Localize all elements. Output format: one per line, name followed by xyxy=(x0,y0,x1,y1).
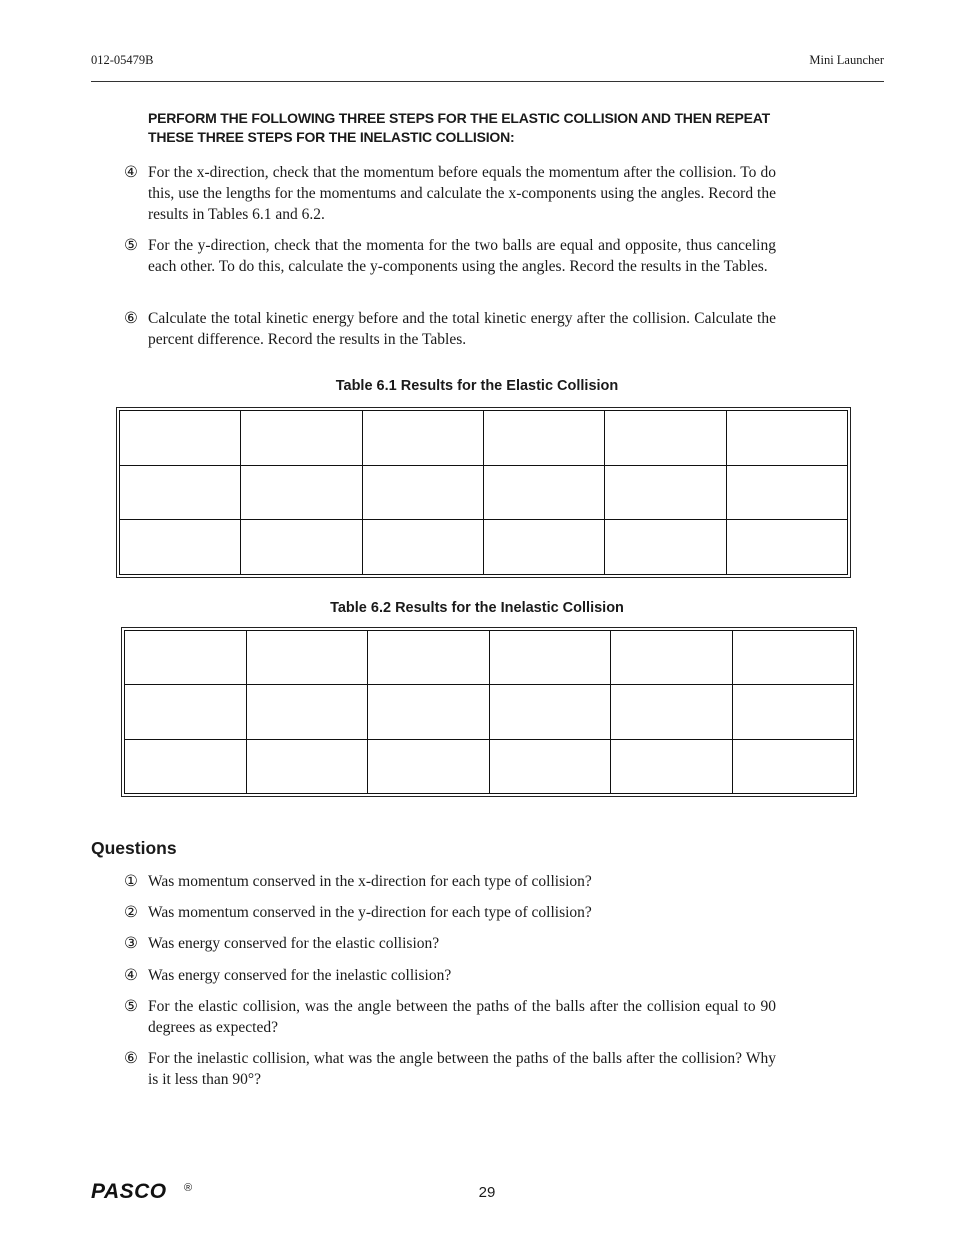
table-row xyxy=(125,739,854,793)
step-text: Calculate the total kinetic energy before and the total kinetic energy after the collision. Calculate the percent difference. Record the results in the Tables. xyxy=(148,310,776,348)
table-cell[interactable] xyxy=(726,520,847,575)
question-item xyxy=(124,996,784,1038)
table-cell[interactable] xyxy=(246,739,368,793)
table-cell[interactable] xyxy=(483,411,604,466)
step-item xyxy=(124,308,784,350)
inelastic-results-table xyxy=(121,627,857,797)
table-row xyxy=(120,465,848,520)
question-number: ④ xyxy=(124,967,138,984)
step-item xyxy=(124,235,784,298)
table-cell[interactable] xyxy=(241,465,362,520)
header-divider xyxy=(91,81,884,82)
table-cell[interactable] xyxy=(241,520,362,575)
question-item xyxy=(124,933,784,954)
table-caption-inelastic: Table 6.2 Results for the Inelastic Collision xyxy=(330,600,624,616)
table-cell[interactable] xyxy=(732,685,854,739)
table-cell[interactable] xyxy=(483,465,604,520)
question-text: Was energy conserved for the elastic collision? xyxy=(148,935,440,952)
table-cell[interactable] xyxy=(368,631,490,685)
table-cell[interactable] xyxy=(125,631,247,685)
table-cell[interactable] xyxy=(732,739,854,793)
table-cell[interactable] xyxy=(368,685,490,739)
table-cell[interactable] xyxy=(726,411,847,466)
table-cell[interactable] xyxy=(611,739,733,793)
step-text: For the x-direction, check that the momentum before equals the momentum after the collision. To do this, use the lengths for the momentums and calculate the x-components using the angles. Record the results in Tables 6.1 and 6.2. xyxy=(148,164,776,223)
table-cell[interactable] xyxy=(362,520,483,575)
table-cell[interactable] xyxy=(605,411,726,466)
question-number: ⑥ xyxy=(124,1050,138,1067)
table-cell[interactable] xyxy=(246,631,368,685)
table-cell[interactable] xyxy=(726,465,847,520)
inelastic-table-grid xyxy=(124,630,854,794)
questions-heading: Questions xyxy=(91,838,177,858)
question-text: For the elastic collision, was the angle between the paths of the balls after the collision equal to 90 degrees as expected? xyxy=(148,998,776,1036)
table-row xyxy=(120,520,848,575)
table-cell[interactable] xyxy=(362,411,483,466)
table-cell[interactable] xyxy=(120,520,241,575)
question-text: Was energy conserved for the inelastic collision? xyxy=(148,967,452,984)
question-text: Was momentum conserved in the y-direction for each type of collision? xyxy=(148,904,592,921)
table-row xyxy=(125,631,854,685)
instruction-text: PERFORM THE FOLLOWING THREE STEPS FOR THE ELASTIC COLLISION AND THEN REPEAT THESE THREE STEPS FOR THE INELASTIC COLLISION: xyxy=(148,110,771,145)
step-item xyxy=(124,162,784,225)
registered-mark: ® xyxy=(184,1182,193,1194)
question-text: For the inelastic collision, what was the angle between the paths of the balls after the collision? Why is it less than 90°? xyxy=(148,1050,776,1088)
elastic-results-table xyxy=(116,407,851,578)
elastic-table-grid xyxy=(119,410,848,575)
question-number: ② xyxy=(124,904,138,921)
table-cell[interactable] xyxy=(605,520,726,575)
question-text: Was momentum conserved in the x-direction for each type of collision? xyxy=(148,873,592,890)
table-cell[interactable] xyxy=(611,685,733,739)
page-number: 29 xyxy=(478,1184,496,1201)
step-text: For the y-direction, check that the momenta for the two balls are equal and opposite, thus canceling each other. To do this, calculate the y-components using the angles. Record the results in the Tables. xyxy=(148,237,776,275)
table-cell[interactable] xyxy=(483,520,604,575)
table-cell[interactable] xyxy=(489,631,611,685)
question-item xyxy=(124,902,784,923)
step-number: ⑤ xyxy=(124,237,138,254)
table-cell[interactable] xyxy=(605,465,726,520)
question-number: ① xyxy=(124,873,138,890)
table-cell[interactable] xyxy=(611,631,733,685)
table-cell[interactable] xyxy=(125,739,247,793)
question-item xyxy=(124,1048,784,1090)
question-item xyxy=(124,871,784,892)
table-cell[interactable] xyxy=(241,411,362,466)
question-item xyxy=(124,965,784,986)
table-cell[interactable] xyxy=(125,685,247,739)
table-cell[interactable] xyxy=(368,739,490,793)
table-caption-elastic: Table 6.1 Results for the Elastic Collision xyxy=(335,378,619,394)
table-cell[interactable] xyxy=(246,685,368,739)
table-cell[interactable] xyxy=(732,631,854,685)
table-cell[interactable] xyxy=(120,465,241,520)
table-row xyxy=(125,685,854,739)
table-row xyxy=(120,411,848,466)
table-cell[interactable] xyxy=(489,739,611,793)
question-number: ③ xyxy=(124,935,138,952)
table-cell[interactable] xyxy=(362,465,483,520)
question-number: ⑤ xyxy=(124,998,138,1015)
table-cell[interactable] xyxy=(120,411,241,466)
step-number: ④ xyxy=(124,164,138,181)
table-cell[interactable] xyxy=(489,685,611,739)
product-name: Mini Launcher xyxy=(809,53,884,67)
pasco-logo: PASCO xyxy=(91,1180,167,1203)
document-number: 012-05479B xyxy=(91,53,154,67)
step-number: ⑥ xyxy=(124,310,138,327)
